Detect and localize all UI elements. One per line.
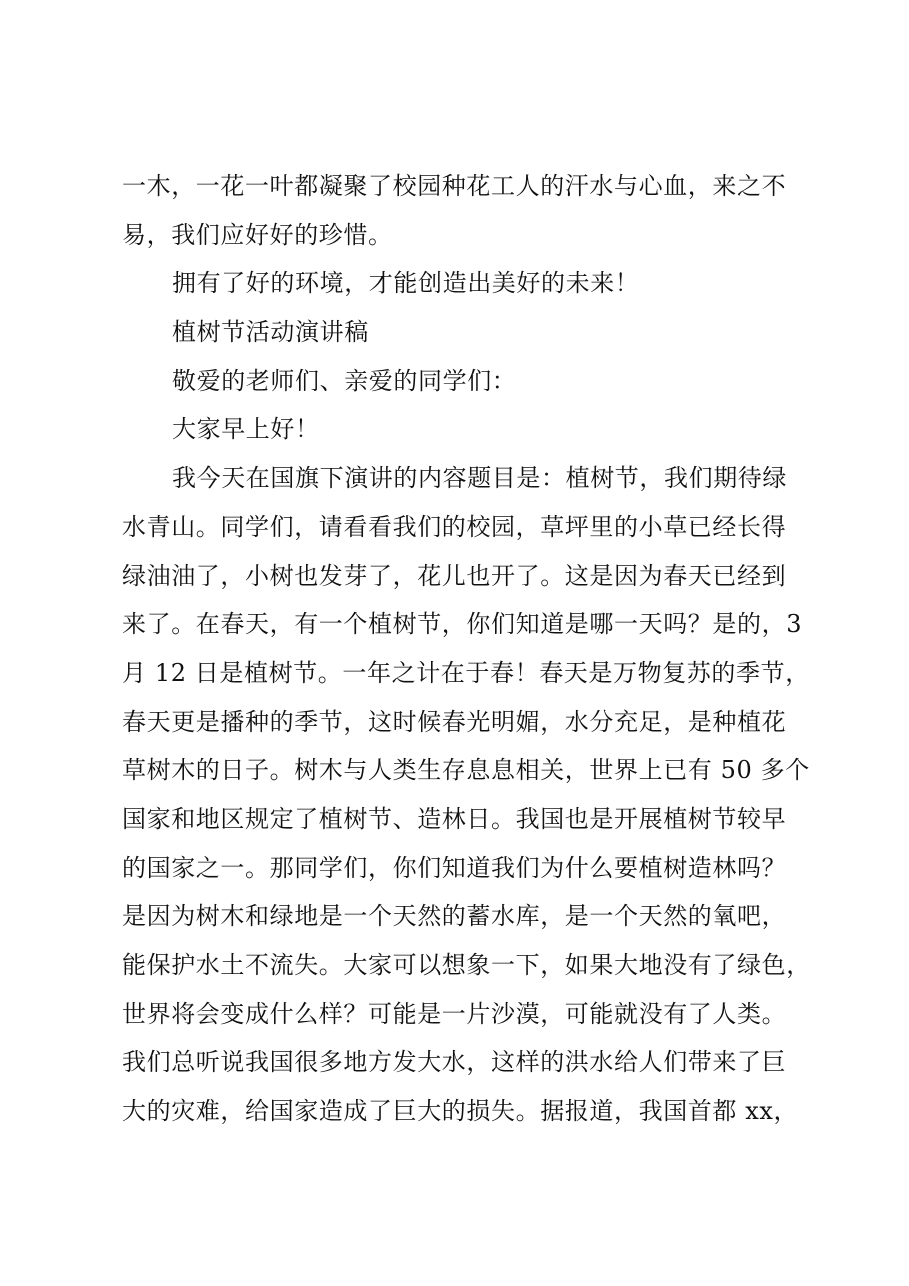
paragraph-line: 国家和地区规定了植树节、造林日。我国也是开展植树节较早	[122, 804, 787, 833]
paragraph-line: 一木，一花一叶都凝聚了校园种花工人的汗水与心血，来之不	[122, 172, 787, 200]
paragraph-line: 易，我们应好好的珍惜。	[122, 220, 393, 249]
paragraph-line: 水青山。同学们，请看看我们的校园，草坪里的小草已经长得	[122, 512, 787, 541]
paragraph-line: 月 12 日是植树节。一年之计在于春！春天是万物复苏的季节，	[122, 658, 810, 687]
greeting: 大家早上好！	[172, 415, 320, 444]
paragraph-line: 草树木的日子。树木与人类生存息息相关，世界上已有 50 多个	[122, 756, 810, 785]
section-title: 植树节活动演讲稿	[172, 318, 369, 347]
salutation: 敬爱的老师们、亲爱的同学们：	[172, 366, 517, 395]
paragraph-line: 能保护水土不流失。大家可以想象一下，如果大地没有了绿色，	[122, 951, 811, 979]
paragraph-line: 的国家之一。那同学们，你们知道我们为什么要植树造林吗？	[122, 853, 787, 882]
paragraph-line: 来了。在春天，有一个植树节，你们知道是哪一天吗？是的，3	[122, 610, 803, 639]
paragraph-line: 拥有了好的环境，才能创造出美好的未来！	[172, 269, 640, 298]
paragraph-line: 我们总听说我国很多地方发大水，这样的洪水给人们带来了巨	[122, 1048, 787, 1077]
paragraph-line: 是因为树木和绿地是一个天然的蓄水库，是一个天然的氧吧，	[122, 902, 787, 931]
paragraph-line: 大的灾难，给国家造成了巨大的损失。据报道，我国首都 xx，	[122, 1097, 799, 1126]
paragraph-line: 春天更是播种的季节，这时候春光明媚，水分充足，是种植花	[122, 707, 787, 736]
paragraph-line: 绿油油了，小树也发芽了，花儿也开了。这是因为春天已经到	[122, 561, 787, 590]
document-body	[122, 162, 811, 1136]
paragraph-line: 世界将会变成什么样？可能是一片沙漠，可能就没有了人类。	[122, 999, 787, 1028]
paragraph-line: 我今天在国旗下演讲的内容题目是：植树节，我们期待绿	[172, 464, 787, 493]
